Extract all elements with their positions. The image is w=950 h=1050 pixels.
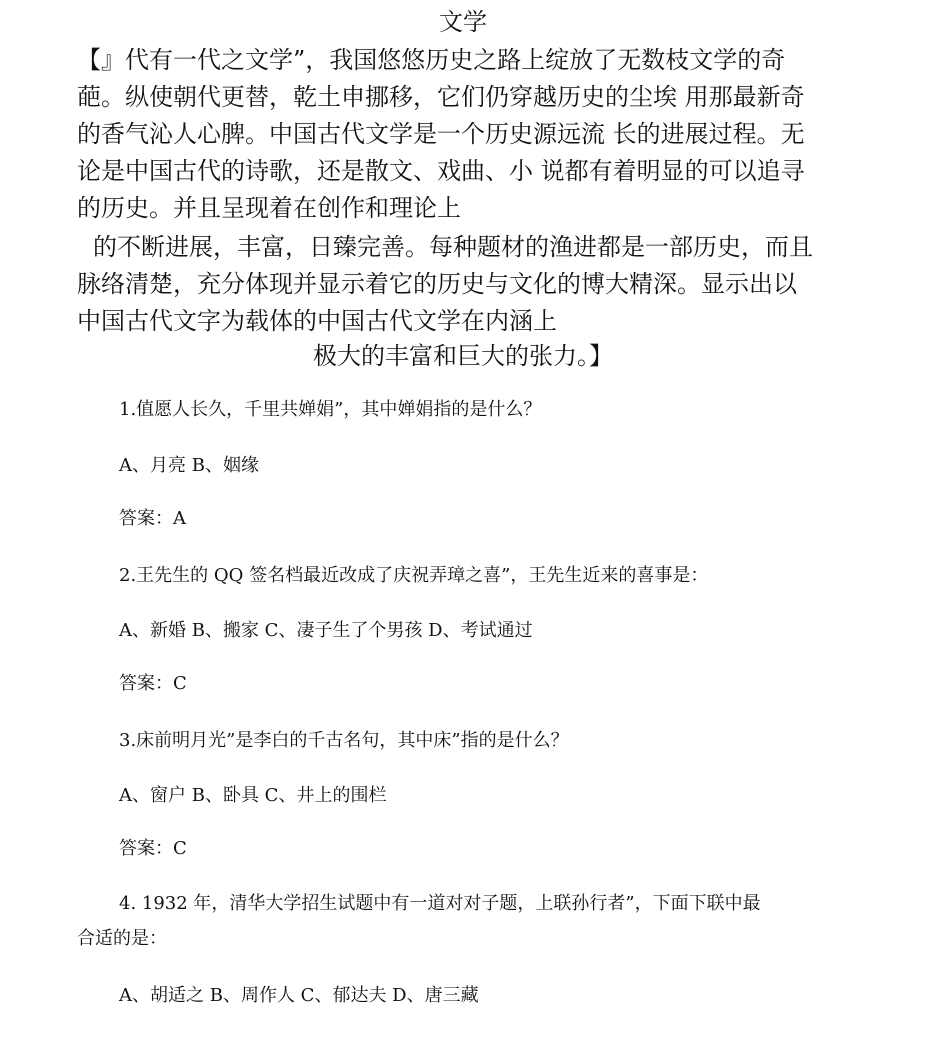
intro-line: 【』代有一代之文学”，我国悠悠历史之路上绽放了无数枝文学的奇: [77, 46, 786, 74]
question-options: A、新婚 B、搬家 C、凄子生了个男孩 D、考试通过: [119, 620, 533, 641]
question-answer: 答案：A: [119, 508, 186, 529]
intro-line: 葩。纵使朝代更替，乾土申挪移，它们仍穿越历史的尘埃 用那最新奇: [77, 83, 805, 111]
question-answer: 答案：C: [119, 673, 187, 694]
intro-line: 脉络清楚，充分体现并显示着它的历史与文化的博大精深。显示出以: [77, 270, 797, 298]
intro-line: 的香气沁人心脾。中国古代文学是一个历史源远流 长的进展过程。无: [77, 120, 805, 148]
intro-line: 中国古代文字为载体的中国古代文学在内涵上: [77, 307, 557, 335]
question-options: A、窗户 B、卧具 C、井上的围栏: [119, 785, 387, 806]
question-text: 1.值愿人长久，千里共婵娟”，其中婵娟指的是什么？: [119, 399, 542, 420]
question-text: 4. 1932 年，清华大学招生试题中有一道对对子题，上联孙行者”，下面下联中最: [119, 893, 761, 914]
intro-line: 的历史。并且呈现着在创作和理论上: [77, 194, 461, 222]
intro-line: 的不断进展，丰富，日臻完善。每种题材的渔进都是一部历史，而且: [93, 233, 813, 261]
document-title: 文学: [439, 8, 487, 36]
intro-line: 极大的丰富和巨大的张力。】: [313, 342, 613, 370]
intro-line: 论是中国古代的诗歌，还是散文、戏曲、小 说都有着明显的可以追寻: [77, 157, 805, 185]
question-options: A、胡适之 B、周作人 C、郁达夫 D、唐三藏: [119, 985, 479, 1006]
question-text: 2.王先生的 QQ 签名档最近改成了庆祝弄璋之喜”，王先生近来的喜事是：: [119, 565, 709, 586]
question-answer: 答案：C: [119, 838, 187, 859]
question-options: A、月亮 B、姻缘: [119, 455, 259, 476]
question-text: 3.床前明月光”是李白的千古名句，其中床”指的是什么？: [119, 730, 569, 751]
question-text: 合适的是：: [77, 928, 167, 949]
